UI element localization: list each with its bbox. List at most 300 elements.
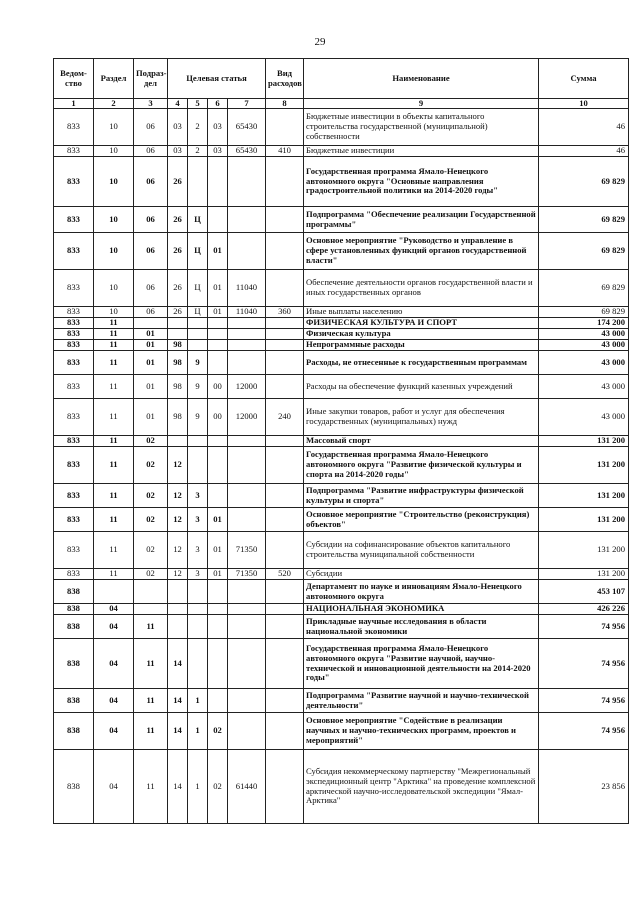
cell-cs2	[188, 436, 208, 447]
cell-cs3: 00	[208, 399, 228, 436]
cell-name: Расходы, не отнесенные к государственным программам	[304, 351, 539, 375]
cell-ved: 833	[54, 399, 94, 436]
cell-podrazdel: 06	[134, 146, 168, 157]
cell-vid: 520	[266, 569, 304, 580]
cell-name: ФИЗИЧЕСКАЯ КУЛЬТУРА И СПОРТ	[304, 318, 539, 329]
cell-cs4: 12000	[228, 399, 266, 436]
cell-sum: 131 200	[539, 569, 629, 580]
cell-ved: 833	[54, 532, 94, 569]
cell-name: Бюджетные инвестиции	[304, 146, 539, 157]
cell-sum: 69 829	[539, 307, 629, 318]
cell-sum: 46	[539, 146, 629, 157]
cell-cs4	[228, 157, 266, 207]
cell-ved: 838	[54, 713, 94, 750]
cell-vid	[266, 109, 304, 146]
cell-cs1: 26	[168, 233, 188, 270]
cell-podrazdel	[134, 318, 168, 329]
cell-cs3	[208, 447, 228, 484]
cell-ved: 838	[54, 615, 94, 639]
cell-cs4	[228, 615, 266, 639]
table-row	[54, 233, 629, 270]
cell-name: Прикладные научные исследования в области национальной экономики	[304, 615, 539, 639]
cell-sum: 131 200	[539, 447, 629, 484]
cell-cs3: 01	[208, 532, 228, 569]
cell-cs4	[228, 508, 266, 532]
cell-cs2: Ц	[188, 270, 208, 307]
cell-name: Субсидия некоммерческому партнерству "Межрегиональный экспедиционный центр "Арктика" на проведение комплексной арктической научно-исследовательской экспедиции "Ямал-Арктика"	[304, 750, 539, 824]
cell-ved: 833	[54, 207, 94, 233]
cell-cs1: 12	[168, 508, 188, 532]
cell-cs1: 03	[168, 109, 188, 146]
cell-razdel: 10	[94, 307, 134, 318]
column-number: 1	[54, 99, 94, 109]
cell-sum: 69 829	[539, 233, 629, 270]
cell-razdel: 10	[94, 270, 134, 307]
table-row	[54, 307, 629, 318]
cell-name: Подпрограмма "Развитие научной и научно-технической деятельности"	[304, 689, 539, 713]
cell-podrazdel: 01	[134, 351, 168, 375]
cell-name: НАЦИОНАЛЬНАЯ ЭКОНОМИКА	[304, 604, 539, 615]
table-row	[54, 447, 629, 484]
cell-ved: 838	[54, 639, 94, 689]
cell-sum: 43 000	[539, 351, 629, 375]
header-vid: Вид расходов	[266, 59, 304, 99]
cell-cs4	[228, 484, 266, 508]
cell-cs1: 26	[168, 157, 188, 207]
cell-vid	[266, 750, 304, 824]
cell-podrazdel: 06	[134, 307, 168, 318]
cell-cs4	[228, 436, 266, 447]
cell-razdel: 04	[94, 750, 134, 824]
cell-razdel: 11	[94, 484, 134, 508]
cell-cs2: 3	[188, 569, 208, 580]
cell-ved: 833	[54, 270, 94, 307]
cell-cs4	[228, 639, 266, 689]
cell-cs3: 01	[208, 508, 228, 532]
cell-cs2	[188, 447, 208, 484]
cell-name: Департамент по науке и инновациям Ямало-Ненецкого автономного округа	[304, 580, 539, 604]
cell-vid	[266, 157, 304, 207]
cell-ved: 833	[54, 447, 94, 484]
cell-sum: 46	[539, 109, 629, 146]
cell-sum: 74 956	[539, 713, 629, 750]
table-row	[54, 318, 629, 329]
column-number: 10	[539, 99, 629, 109]
cell-name: Массовый спорт	[304, 436, 539, 447]
cell-podrazdel: 01	[134, 340, 168, 351]
cell-ved: 833	[54, 157, 94, 207]
cell-vid	[266, 270, 304, 307]
table-row	[54, 157, 629, 207]
cell-cs3: 02	[208, 713, 228, 750]
cell-cs4: 71350	[228, 532, 266, 569]
table-row	[54, 436, 629, 447]
table-body	[54, 109, 629, 824]
cell-razdel: 11	[94, 399, 134, 436]
cell-cs1: 12	[168, 447, 188, 484]
cell-vid	[266, 713, 304, 750]
cell-vid	[266, 604, 304, 615]
cell-cs1	[168, 318, 188, 329]
cell-cs2: Ц	[188, 307, 208, 318]
cell-name: Основное мероприятие "Строительство (реконструкция) объектов"	[304, 508, 539, 532]
cell-cs3: 01	[208, 270, 228, 307]
cell-cs3: 01	[208, 233, 228, 270]
cell-cs2: Ц	[188, 233, 208, 270]
cell-cs2: 3	[188, 484, 208, 508]
cell-vid	[266, 233, 304, 270]
cell-podrazdel: 11	[134, 689, 168, 713]
table-row	[54, 604, 629, 615]
cell-podrazdel: 11	[134, 713, 168, 750]
cell-vid: 240	[266, 399, 304, 436]
column-number: 4	[168, 99, 188, 109]
cell-sum: 69 829	[539, 270, 629, 307]
cell-sum: 131 200	[539, 532, 629, 569]
cell-cs3	[208, 689, 228, 713]
table-row	[54, 569, 629, 580]
cell-sum: 43 000	[539, 329, 629, 340]
cell-podrazdel: 02	[134, 484, 168, 508]
cell-cs1: 14	[168, 713, 188, 750]
cell-cs1: 98	[168, 375, 188, 399]
cell-cs3: 03	[208, 109, 228, 146]
cell-vid	[266, 329, 304, 340]
cell-cs4	[228, 340, 266, 351]
cell-vid	[266, 615, 304, 639]
cell-razdel: 11	[94, 508, 134, 532]
cell-cs2: 9	[188, 399, 208, 436]
cell-razdel: 04	[94, 689, 134, 713]
cell-cs2: Ц	[188, 207, 208, 233]
cell-cs3	[208, 340, 228, 351]
cell-sum: 174 200	[539, 318, 629, 329]
cell-cs1: 26	[168, 270, 188, 307]
cell-cs4: 65430	[228, 146, 266, 157]
cell-sum: 131 200	[539, 484, 629, 508]
cell-cs2: 3	[188, 532, 208, 569]
table-row	[54, 508, 629, 532]
cell-ved: 838	[54, 604, 94, 615]
cell-cs4	[228, 689, 266, 713]
cell-ved: 833	[54, 329, 94, 340]
cell-cs2: 9	[188, 351, 208, 375]
cell-cs1: 14	[168, 639, 188, 689]
cell-vid: 410	[266, 146, 304, 157]
cell-vid	[266, 318, 304, 329]
table-row	[54, 109, 629, 146]
cell-name: Субсидии на софинансирование объектов капитального строительства муниципальной собственности	[304, 532, 539, 569]
cell-cs3: 00	[208, 375, 228, 399]
header-ved: Ведом-ство	[54, 59, 94, 99]
table-row	[54, 329, 629, 340]
cell-cs4: 12000	[228, 375, 266, 399]
cell-sum: 74 956	[539, 639, 629, 689]
cell-cs2	[188, 157, 208, 207]
page-number: 29	[314, 36, 326, 48]
cell-cs1	[168, 329, 188, 340]
table-row	[54, 340, 629, 351]
cell-cs2: 3	[188, 508, 208, 532]
cell-sum: 74 956	[539, 689, 629, 713]
cell-vid	[266, 447, 304, 484]
cell-cs1: 12	[168, 532, 188, 569]
cell-razdel: 10	[94, 157, 134, 207]
cell-cs4	[228, 207, 266, 233]
cell-ved: 833	[54, 233, 94, 270]
cell-ved: 833	[54, 340, 94, 351]
cell-name: Физическая культура	[304, 329, 539, 340]
cell-cs4	[228, 580, 266, 604]
cell-ved: 833	[54, 318, 94, 329]
cell-ved: 838	[54, 689, 94, 713]
cell-cs2: 2	[188, 109, 208, 146]
table-row	[54, 351, 629, 375]
cell-cs1: 14	[168, 750, 188, 824]
cell-podrazdel	[134, 604, 168, 615]
header-row	[54, 59, 629, 99]
cell-razdel: 04	[94, 639, 134, 689]
cell-razdel: 04	[94, 604, 134, 615]
cell-razdel: 10	[94, 109, 134, 146]
cell-name: Иные закупки товаров, работ и услуг для обеспечения государственных (муниципальных) нужд	[304, 399, 539, 436]
cell-name: Непрограммные расходы	[304, 340, 539, 351]
cell-ved: 833	[54, 351, 94, 375]
cell-vid	[266, 532, 304, 569]
cell-cs4: 11040	[228, 307, 266, 318]
cell-ved: 833	[54, 484, 94, 508]
cell-cs1	[168, 604, 188, 615]
cell-podrazdel: 01	[134, 329, 168, 340]
cell-sum: 23 856	[539, 750, 629, 824]
cell-podrazdel: 02	[134, 532, 168, 569]
cell-vid	[266, 340, 304, 351]
cell-sum: 453 107	[539, 580, 629, 604]
column-number: 2	[94, 99, 134, 109]
cell-razdel: 10	[94, 233, 134, 270]
table-row	[54, 484, 629, 508]
table-row	[54, 639, 629, 689]
cell-cs4	[228, 233, 266, 270]
cell-cs4: 11040	[228, 270, 266, 307]
cell-cs4: 71350	[228, 569, 266, 580]
cell-cs1: 98	[168, 399, 188, 436]
cell-name: Подпрограмма "Обеспечение реализации Государственной программы"	[304, 207, 539, 233]
column-number: 8	[266, 99, 304, 109]
cell-cs4	[228, 329, 266, 340]
cell-razdel: 11	[94, 569, 134, 580]
cell-ved: 833	[54, 307, 94, 318]
table-row	[54, 580, 629, 604]
cell-ved: 833	[54, 146, 94, 157]
cell-vid	[266, 207, 304, 233]
cell-sum: 43 000	[539, 399, 629, 436]
cell-razdel: 11	[94, 447, 134, 484]
cell-cs2: 1	[188, 713, 208, 750]
column-number-row	[54, 99, 629, 109]
header-podrazdel: Подраз-дел	[134, 59, 168, 99]
cell-podrazdel: 06	[134, 270, 168, 307]
cell-name: Обеспечение деятельности органов государственной власти и иных государственных органов	[304, 270, 539, 307]
table-row	[54, 615, 629, 639]
cell-cs3	[208, 329, 228, 340]
cell-ved: 833	[54, 508, 94, 532]
cell-sum: 131 200	[539, 508, 629, 532]
cell-cs2: 1	[188, 750, 208, 824]
cell-cs3	[208, 157, 228, 207]
cell-cs4	[228, 604, 266, 615]
column-number: 6	[208, 99, 228, 109]
cell-podrazdel: 02	[134, 569, 168, 580]
column-number: 3	[134, 99, 168, 109]
cell-vid: 360	[266, 307, 304, 318]
cell-cs2	[188, 329, 208, 340]
cell-cs3	[208, 436, 228, 447]
cell-podrazdel: 06	[134, 157, 168, 207]
cell-razdel: 04	[94, 713, 134, 750]
cell-vid	[266, 375, 304, 399]
cell-cs1: 12	[168, 484, 188, 508]
cell-sum: 43 000	[539, 340, 629, 351]
cell-cs1: 14	[168, 689, 188, 713]
cell-razdel: 11	[94, 436, 134, 447]
cell-cs4: 61440	[228, 750, 266, 824]
cell-razdel: 11	[94, 340, 134, 351]
cell-cs2	[188, 615, 208, 639]
cell-cs1	[168, 615, 188, 639]
cell-cs4: 65430	[228, 109, 266, 146]
cell-podrazdel: 06	[134, 109, 168, 146]
cell-podrazdel: 06	[134, 207, 168, 233]
header-razdel: Раздел	[94, 59, 134, 99]
cell-vid	[266, 639, 304, 689]
cell-cs2	[188, 639, 208, 689]
cell-name: Иные выплаты населению	[304, 307, 539, 318]
cell-cs3	[208, 351, 228, 375]
table-row	[54, 375, 629, 399]
cell-cs1: 12	[168, 569, 188, 580]
cell-cs2	[188, 580, 208, 604]
cell-razdel: 11	[94, 329, 134, 340]
table-row	[54, 750, 629, 824]
cell-cs3: 01	[208, 307, 228, 318]
cell-cs3	[208, 639, 228, 689]
cell-name: Государственная программа Ямало-Ненецкого автономного округа "Развитие научной, научно-технической и инновационной деятельности на 2014-2020 годы"	[304, 639, 539, 689]
cell-cs3	[208, 615, 228, 639]
table-row	[54, 532, 629, 569]
cell-sum: 69 829	[539, 157, 629, 207]
table-row	[54, 207, 629, 233]
cell-vid	[266, 508, 304, 532]
cell-vid	[266, 436, 304, 447]
cell-cs4	[228, 713, 266, 750]
cell-cs2: 9	[188, 375, 208, 399]
cell-cs4	[228, 447, 266, 484]
cell-razdel: 11	[94, 351, 134, 375]
cell-cs1	[168, 436, 188, 447]
cell-podrazdel: 01	[134, 375, 168, 399]
cell-sum: 131 200	[539, 436, 629, 447]
cell-sum: 74 956	[539, 615, 629, 639]
cell-razdel: 11	[94, 532, 134, 569]
cell-ved: 833	[54, 436, 94, 447]
cell-cs4	[228, 351, 266, 375]
cell-cs3	[208, 604, 228, 615]
cell-cs2: 1	[188, 689, 208, 713]
column-number: 5	[188, 99, 208, 109]
cell-razdel: 10	[94, 146, 134, 157]
cell-razdel: 11	[94, 318, 134, 329]
budget-table	[53, 58, 629, 824]
cell-name: Основное мероприятие "Руководство и управление в сфере установленных функций органов государственной власти"	[304, 233, 539, 270]
header-sum: Сумма	[539, 59, 629, 99]
header-celevaya: Целевая статья	[168, 59, 266, 99]
cell-sum: 43 000	[539, 375, 629, 399]
cell-podrazdel: 02	[134, 447, 168, 484]
cell-cs3	[208, 318, 228, 329]
cell-razdel: 04	[94, 615, 134, 639]
cell-cs3	[208, 484, 228, 508]
cell-podrazdel: 11	[134, 750, 168, 824]
cell-name: Государственная программа Ямало-Ненецкого автономного округа "Развитие физической культуры и спорта на 2014-2020 годы"	[304, 447, 539, 484]
cell-vid	[266, 351, 304, 375]
cell-cs1	[168, 580, 188, 604]
header-name: Наименование	[304, 59, 539, 99]
table-row	[54, 399, 629, 436]
cell-name: Субсидии	[304, 569, 539, 580]
column-number: 9	[304, 99, 539, 109]
cell-ved: 838	[54, 580, 94, 604]
cell-ved: 833	[54, 375, 94, 399]
cell-cs2	[188, 318, 208, 329]
cell-podrazdel: 02	[134, 508, 168, 532]
cell-podrazdel: 11	[134, 615, 168, 639]
cell-cs4	[228, 318, 266, 329]
cell-ved: 838	[54, 750, 94, 824]
cell-podrazdel: 06	[134, 233, 168, 270]
cell-sum: 426 226	[539, 604, 629, 615]
cell-cs3: 03	[208, 146, 228, 157]
column-number: 7	[228, 99, 266, 109]
table-row	[54, 689, 629, 713]
cell-razdel: 10	[94, 207, 134, 233]
cell-name: Расходы на обеспечение функций казенных учреждений	[304, 375, 539, 399]
table-row	[54, 146, 629, 157]
cell-name: Основное мероприятие "Содействие в реализации научных и научно-технических программ, проектов и мероприятий"	[304, 713, 539, 750]
cell-cs2: 2	[188, 146, 208, 157]
cell-vid	[266, 689, 304, 713]
cell-cs1: 26	[168, 207, 188, 233]
cell-sum: 69 829	[539, 207, 629, 233]
cell-razdel: 11	[94, 375, 134, 399]
cell-cs1: 98	[168, 340, 188, 351]
cell-vid	[266, 484, 304, 508]
cell-razdel	[94, 580, 134, 604]
cell-cs1: 98	[168, 351, 188, 375]
cell-vid	[266, 580, 304, 604]
cell-cs3: 02	[208, 750, 228, 824]
cell-podrazdel: 11	[134, 639, 168, 689]
cell-cs3: 01	[208, 569, 228, 580]
table-row	[54, 270, 629, 307]
cell-ved: 833	[54, 569, 94, 580]
cell-podrazdel: 01	[134, 399, 168, 436]
cell-cs1: 26	[168, 307, 188, 318]
cell-cs3	[208, 580, 228, 604]
cell-cs2	[188, 340, 208, 351]
cell-podrazdel: 02	[134, 436, 168, 447]
table-row	[54, 713, 629, 750]
